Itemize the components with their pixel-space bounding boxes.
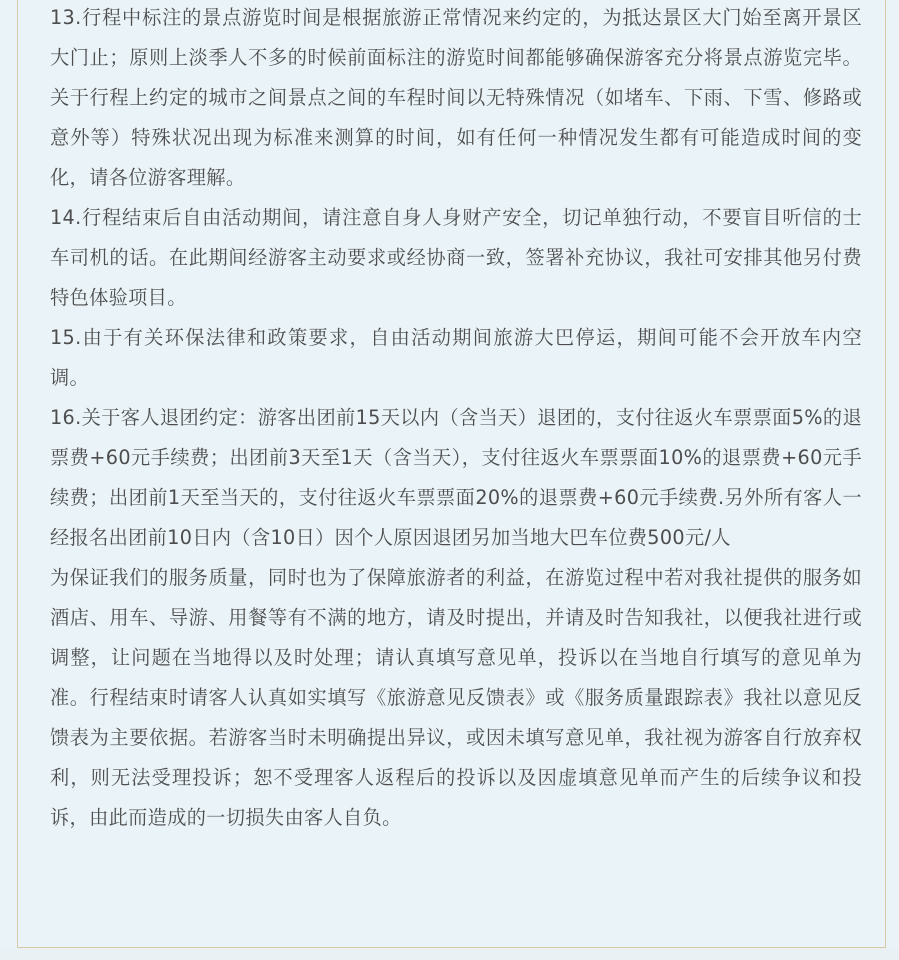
notice-paragraph-16: 16.关于客人退团约定：游客出团前15天以内（含当天）退团的，支付往返火车票票面5%的退票费+60元手续费；出团前3天至1天（含当天），支付往返火车票票面10%的退票费+60元手续费；出团前1天至当天的，支付往返火车票票面20%的退票费+60元手续费.另外所有客人一经报名出团前10日内（含10日）因个人原因退团另加当地大巴车位费500元/人 — [50, 406, 862, 549]
notice-content — [50, 0, 862, 838]
notice-paragraph-13: 13.行程中标注的景点游览时间是根据旅游正常情况来约定的，为抵达景区大门始至离开景区大门止；原则上淡季人不多的时候前面标注的游览时间都能够确保游客充分将景点游览完毕。关于行程上约定的城市之间景点之间的车程时间以无特殊情况（如堵车、下雨、下雪、修路或意外等）特殊状况出现为标准来测算的时间，如有任何一种情况发生都有可能造成时间的变化，请各位游客理解。 — [50, 6, 862, 189]
bottom-strip — [0, 948, 899, 960]
right-border-line — [885, 0, 886, 948]
notice-paragraph-15: 15.由于有关环保法律和政策要求，自由活动期间旅游大巴停运，期间可能不会开放车内空调。 — [50, 326, 862, 389]
notice-paragraph-14: 14.行程结束后自由活动期间，请注意自身人身财产安全，切记单独行动，不要盲目听信的士车司机的话。在此期间经游客主动要求或经协商一致，签署补充协议，我社可安排其他另付费特色体验项目。 — [50, 206, 862, 309]
left-border-line — [17, 0, 18, 948]
service-quality-paragraph: 为保证我们的服务质量，同时也为了保障旅游者的利益，在游览过程中若对我社提供的服务如酒店、用车、导游、用餐等有不满的地方，请及时提出，并请及时告知我社，以便我社进行或调整，让问题在当地得以及时处理；请认真填写意见单，投诉以在当地自行填写的意见单为准。行程结束时请客人认真如实填写《旅游意见反馈表》或《服务质量跟踪表》我社以意见反馈表为主要依据。若游客当时未明确提出异议，或因未填写意见单，我社视为游客自行放弃权利，则无法受理投诉；恕不受理客人返程后的投诉以及因虚填意见单而产生的后续争议和投诉，由此而造成的一切损失由客人自负。 — [50, 566, 862, 829]
